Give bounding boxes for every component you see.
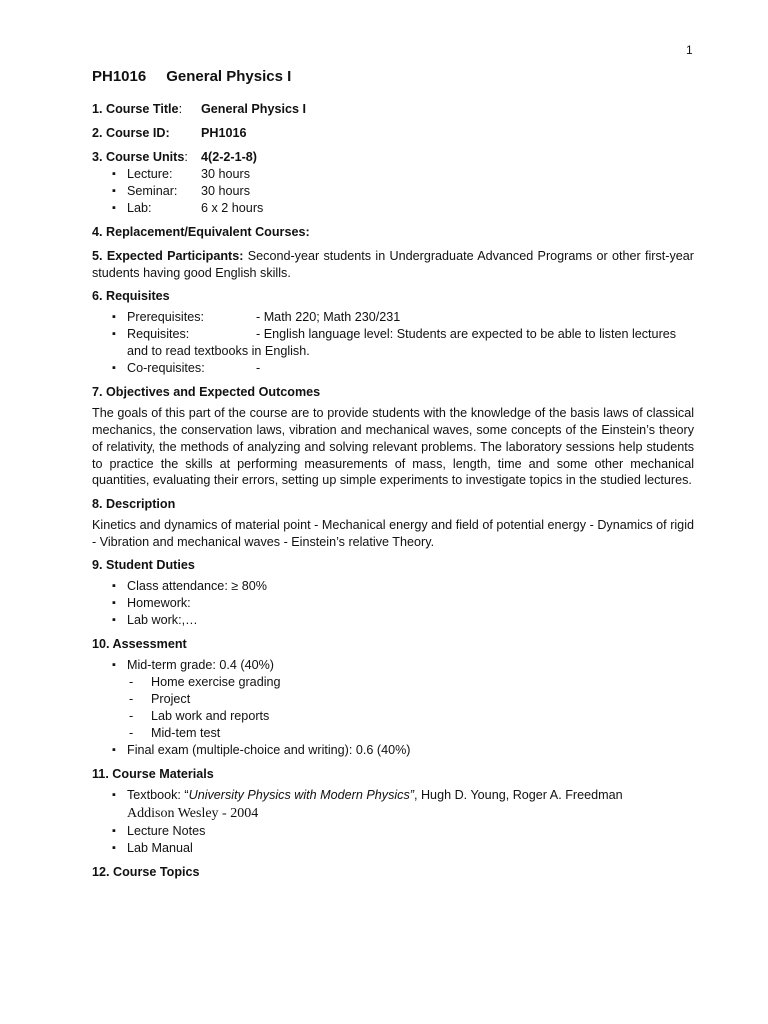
midterm-components-list xyxy=(92,674,694,741)
participants-section xyxy=(92,248,694,281)
list-item: ▪ Lab work:,… xyxy=(92,612,694,629)
requisite-label: ▪ Prerequisites: xyxy=(127,310,204,325)
textbook-prefix: Textbook: “ xyxy=(127,787,189,802)
requisite-continuation: and to read textbooks in English. xyxy=(127,344,310,359)
course-title-label: 1. Course Title xyxy=(92,102,179,116)
course-document xyxy=(92,68,694,888)
list-item: ▪ Lab Manual xyxy=(92,840,694,857)
list-item: ▪ Mid-term grade: 0.4 (40%) xyxy=(92,657,694,674)
units-list xyxy=(92,166,694,217)
list-item: - Project xyxy=(92,691,694,708)
course-units-section xyxy=(92,149,694,217)
requisite-value: - Math 220; Math 230/231 xyxy=(256,310,401,325)
requisite-value: - xyxy=(256,361,261,376)
topics-section xyxy=(92,864,694,881)
list-item xyxy=(92,309,694,326)
assessment-section xyxy=(92,636,694,758)
unit-value: 30 hours xyxy=(201,167,251,181)
course-title-value: General Physics I xyxy=(201,102,307,116)
section-heading: 8. Description xyxy=(92,496,176,511)
textbook-authors: , Hugh D. Young, Roger A. Freedman xyxy=(413,787,623,802)
course-id-label: 2. Course ID: xyxy=(92,126,170,140)
course-code: PH1016 xyxy=(92,68,147,85)
duties-section xyxy=(92,557,694,629)
course-id-value: PH1016 xyxy=(201,126,247,140)
list-item xyxy=(92,200,694,217)
course-name: General Physics I xyxy=(166,68,292,85)
unit-label: ▪ Seminar: xyxy=(127,184,178,198)
section-heading: 9. Student Duties xyxy=(92,558,195,573)
list-item xyxy=(92,166,694,183)
requisites-section xyxy=(92,288,694,377)
page-title xyxy=(92,68,694,85)
section-heading: 10. Assessment xyxy=(92,637,187,652)
unit-label: ▪ Lecture: xyxy=(127,167,173,181)
requisite-label: ▪ Co-requisites: xyxy=(127,361,205,376)
description-text: Kinetics and dynamics of material point - Mechanical energy and field of potential energy - Dynamics of rigid - Vibration and mechanical waves - Einstein’s relative Theory. xyxy=(92,517,694,549)
list-item: ▪ Final exam (multiple-choice and writing): 0.6 (40%) xyxy=(92,742,694,759)
assessment-final-list xyxy=(92,742,694,759)
unit-label: ▪ Lab: xyxy=(127,201,152,215)
section-heading: 11. Course Materials xyxy=(92,766,214,781)
materials-section xyxy=(92,766,694,857)
course-id-section xyxy=(92,125,694,142)
course-units-value: 4(2-2-1-8) xyxy=(201,150,257,164)
list-item: ▪ Homework: xyxy=(92,595,694,612)
section-heading: 12. Course Topics xyxy=(92,864,200,879)
section-heading: 5. Expected Participants: xyxy=(92,249,244,263)
list-item: ▪ Class attendance: ≥ 80% xyxy=(92,578,694,595)
textbook-publisher: Addison Wesley - 2004 xyxy=(127,805,259,821)
list-item: - Home exercise grading xyxy=(92,674,694,691)
list-item: ▪ Lecture Notes xyxy=(92,823,694,840)
list-item xyxy=(92,360,694,377)
duties-list xyxy=(92,578,694,629)
replacement-section xyxy=(92,224,694,241)
section-heading: 7. Objectives and Expected Outcomes xyxy=(92,385,321,400)
description-section xyxy=(92,496,694,550)
objectives-section xyxy=(92,384,694,489)
assessment-list xyxy=(92,657,694,674)
list-item xyxy=(92,326,694,360)
list-item xyxy=(92,787,694,823)
course-units-sep: : xyxy=(184,150,188,164)
unit-value: 6 x 2 hours xyxy=(201,201,264,215)
materials-list xyxy=(92,787,694,857)
requisite-label: ▪ Requisites: xyxy=(127,327,190,342)
list-item: - Mid-tem test xyxy=(92,725,694,742)
textbook-title: University Physics with Modern Physics” xyxy=(188,787,414,802)
requisites-list xyxy=(92,309,694,377)
section-heading: 6. Requisites xyxy=(92,289,170,304)
unit-value: 30 hours xyxy=(201,184,251,198)
course-title-section xyxy=(92,101,694,118)
participants-text: Second-year students in Undergraduate Advanced Programs or other first-year students having good English skills. xyxy=(92,249,694,280)
page-number: 1 xyxy=(686,43,693,57)
list-item: - Lab work and reports xyxy=(92,708,694,725)
list-item xyxy=(92,183,694,200)
requisite-value: - English language level: Students are expected to be able to listen lectures xyxy=(256,327,677,342)
section-heading: 4. Replacement/Equivalent Courses: xyxy=(92,225,310,239)
course-units-label: 3. Course Units xyxy=(92,150,185,164)
course-title-sep: : xyxy=(178,102,183,116)
objectives-text: The goals of this part of the course are to provide students with the knowledge of the basis laws of classical mechanics, the conservation laws, vibration and mechanical waves, some concepts of the Einstein’s theory of relativity, the methods of analyzing and solving relevant problems. The laboratory sessions help students to practice the skills at performing measurements of mass, length, time and some other mechanical quantities, evaluating their errors, setting up simple experiments to investigate topics in the studied lectures. xyxy=(92,406,694,488)
